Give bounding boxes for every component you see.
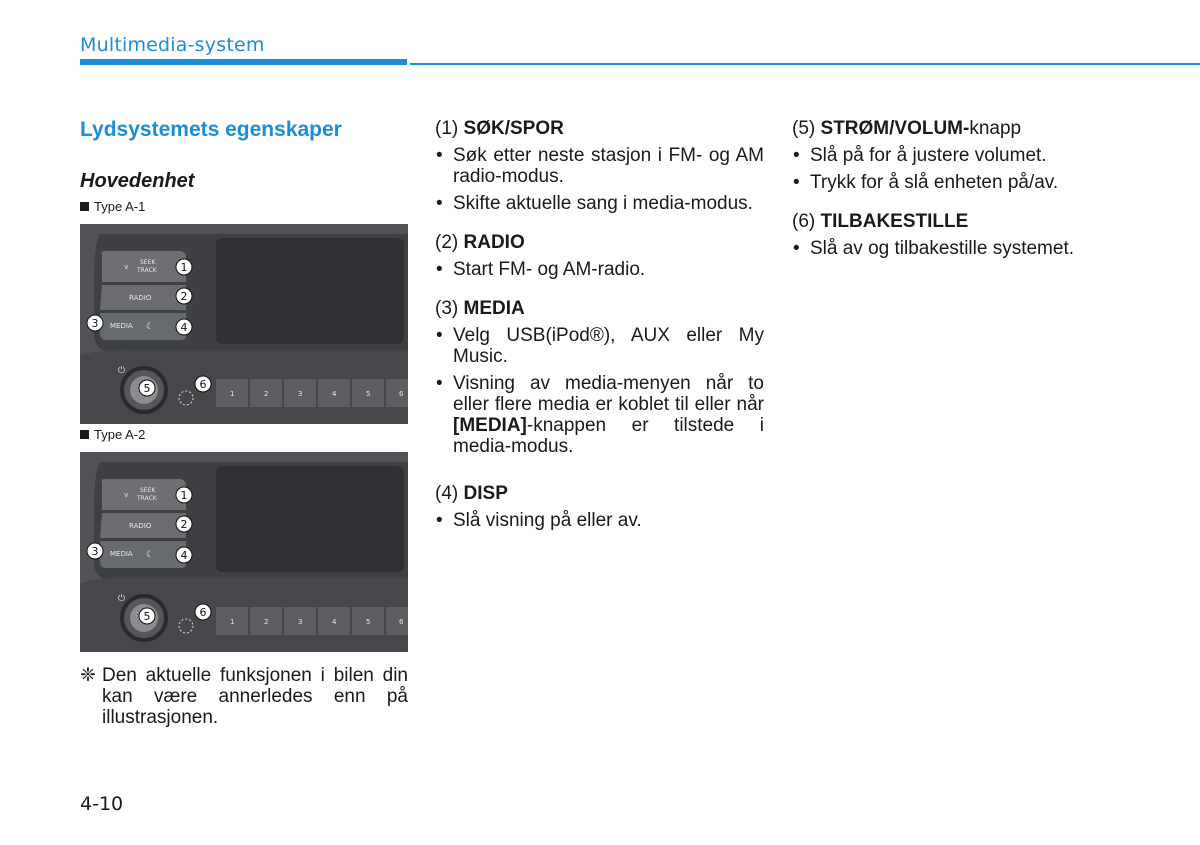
radio-label: RADIO <box>129 522 152 530</box>
head-unit-illustration-a2 <box>80 452 408 652</box>
list-item: • Start FM- og AM-radio. <box>435 259 764 280</box>
callout-number: 4 <box>180 321 188 334</box>
list-item-text: Visning av media-menyen når to eller flere media er koblet til eller når <box>453 373 764 415</box>
item-radio <box>435 232 764 280</box>
list-item: • Slå visning på eller av. <box>435 510 764 531</box>
chevron-down-icon: ˅ <box>124 263 129 272</box>
item-name-suffix: knapp <box>969 118 1022 139</box>
item-number: (3) <box>435 298 459 319</box>
column-right <box>792 118 1112 277</box>
seek-label: SEEK <box>140 259 156 266</box>
chevron-down-icon: ˅ <box>124 491 129 500</box>
list-item-text: -knappen er tilstede i media-modus. <box>453 415 764 457</box>
moon-icon: ☾ <box>146 321 155 331</box>
radio-label: RADIO <box>129 294 152 302</box>
callout-number: 3 <box>91 545 99 558</box>
list-item <box>435 373 764 457</box>
note-mark-icon: ❈ <box>80 665 96 686</box>
preset-buttons <box>216 607 408 635</box>
header-rule-thin <box>410 63 1200 65</box>
preset-label: 2 <box>264 618 269 626</box>
item-name: DISP <box>463 483 508 504</box>
figure-label-text: Type A-1 <box>94 199 146 214</box>
callout-number: 6 <box>199 606 207 619</box>
item-number: (6) <box>792 211 816 232</box>
item-disp <box>435 483 764 531</box>
preset-buttons <box>216 379 408 407</box>
callout-number: 1 <box>180 489 188 502</box>
preset-label: 1 <box>230 618 235 626</box>
preset-label: 4 <box>332 618 337 626</box>
preset-label: 6 <box>399 390 404 398</box>
figure-label-a1 <box>80 199 145 214</box>
subsection-title: Hovedenhet <box>80 170 195 192</box>
callout-number: 6 <box>199 378 207 391</box>
item-number: (4) <box>435 483 459 504</box>
media-label: MEDIA <box>110 322 133 330</box>
item-name: TILBAKESTILLE <box>820 211 969 232</box>
media-key-label: [MEDIA] <box>453 415 527 436</box>
power-icon: ⏻ <box>118 593 126 603</box>
item-number: (5) <box>792 118 816 139</box>
media-label: MEDIA <box>110 550 133 558</box>
preset-label: 3 <box>298 390 303 398</box>
callout-number: 1 <box>180 261 188 274</box>
column-left <box>80 118 408 728</box>
callout-number: 5 <box>143 382 151 395</box>
note-text: Den aktuelle funksjonen i bilen din kan være annerledes enn på illustrasjonen. <box>102 665 408 728</box>
header-rule-thick <box>80 59 407 65</box>
preset-label: 2 <box>264 390 269 398</box>
item-number: (2) <box>435 232 459 253</box>
item-seek-track <box>435 118 764 214</box>
list-item: • Slå av og tilbakestille systemet. <box>792 238 1112 259</box>
square-bullet-icon <box>80 202 89 211</box>
illustration-note <box>80 665 408 728</box>
page-number: 4-10 <box>80 793 124 815</box>
list-item: • Trykk for å slå enheten på/av. <box>792 172 1112 193</box>
preset-label: 3 <box>298 618 303 626</box>
screen <box>216 238 404 344</box>
item-name: RADIO <box>463 232 525 253</box>
header-title: Multimedia-system <box>80 34 265 56</box>
power-icon: ⏻ <box>118 365 126 375</box>
list-item: • Søk etter neste stasjon i FM- og AM radio-modus. <box>435 145 764 187</box>
list-item: • Slå på for å justere volumet. <box>792 145 1112 166</box>
seek-label: SEEK <box>140 487 156 494</box>
item-name: MEDIA <box>463 298 525 319</box>
item-media <box>435 298 764 457</box>
track-label: TRACK <box>137 495 157 502</box>
list-item: • Skifte aktuelle sang i media-modus. <box>435 193 764 214</box>
item-reset <box>792 211 1112 259</box>
item-power-volume <box>792 118 1112 193</box>
callout-number: 4 <box>180 549 188 562</box>
callout-number: 2 <box>180 518 188 531</box>
list-item: • Velg USB(iPod®), AUX eller My Music. <box>435 325 764 367</box>
head-unit-illustration-a1 <box>80 224 408 424</box>
moon-icon: ☾ <box>146 549 155 559</box>
item-number: (1) <box>435 118 459 139</box>
item-name: STRØM/VOLUM- <box>820 118 970 139</box>
column-middle <box>435 118 764 549</box>
track-label: TRACK <box>137 267 157 274</box>
callout-number: 2 <box>180 290 188 303</box>
preset-label: 1 <box>230 390 235 398</box>
section-title: Lydsystemets egenskaper <box>80 118 342 141</box>
preset-label: 6 <box>399 618 404 626</box>
preset-label: 5 <box>366 618 371 626</box>
preset-label: 5 <box>366 390 371 398</box>
screen <box>216 466 404 572</box>
callout-number: 5 <box>143 610 151 623</box>
callout-number: 3 <box>91 317 99 330</box>
item-name: SØK/SPOR <box>463 118 564 139</box>
square-bullet-icon <box>80 430 89 439</box>
preset-label: 4 <box>332 390 337 398</box>
figure-label-a2 <box>80 427 145 442</box>
figure-label-text: Type A-2 <box>94 427 146 442</box>
